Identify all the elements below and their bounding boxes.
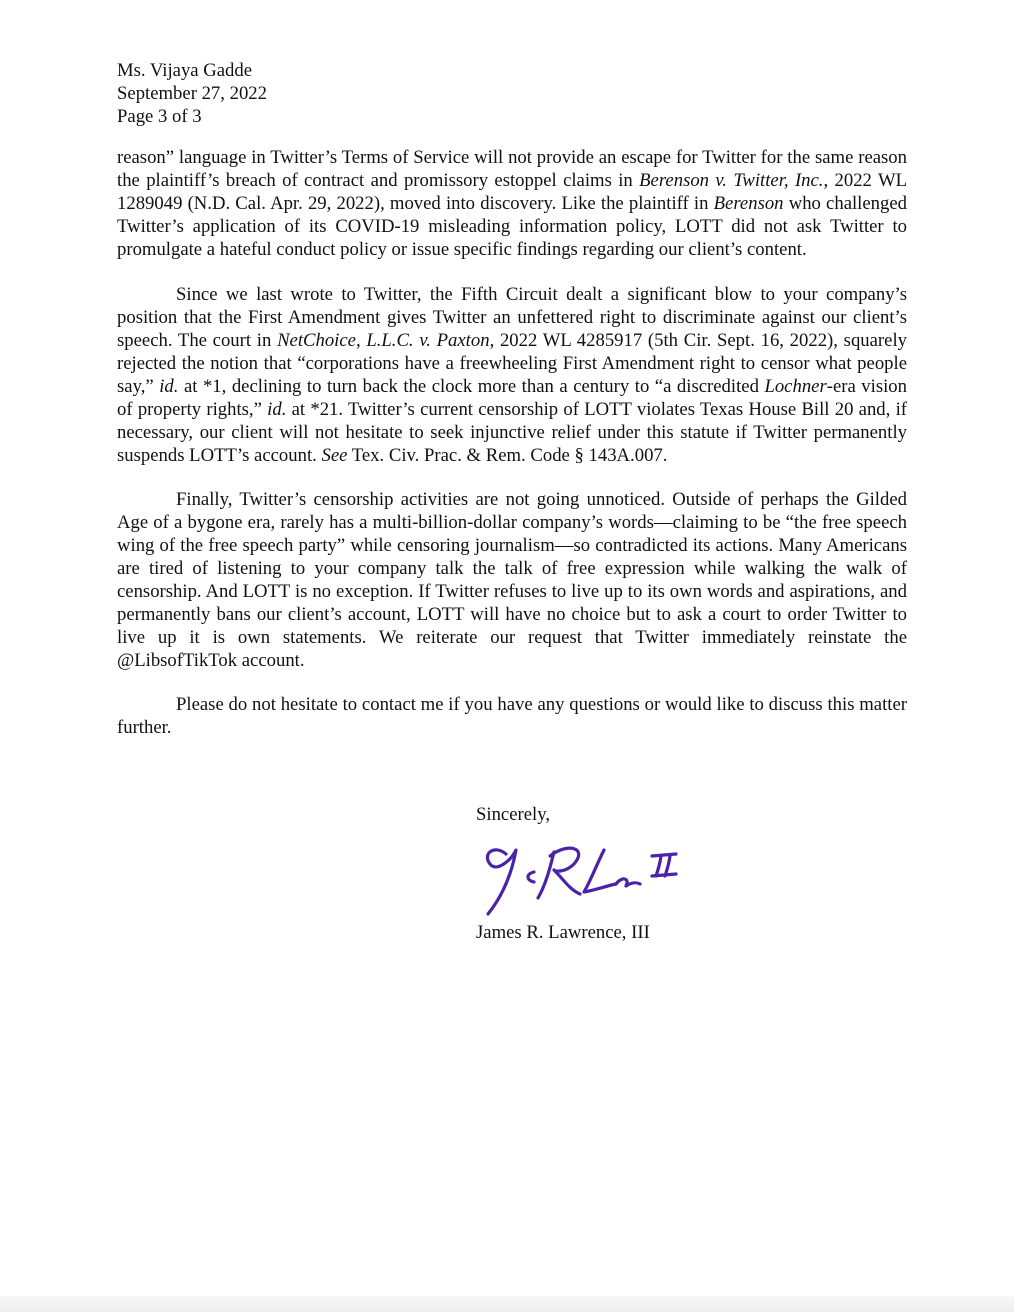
page-number: Page 3 of 3	[117, 106, 202, 127]
italic-text-run: Lochner	[764, 376, 827, 397]
salutation: Sincerely,	[476, 804, 551, 825]
text-run: Since we last wrote to Twitter, the Fifth Circuit dealt a significant blow to your company’s position that the First Amendment gives Twitter an unfettered right to discriminate against our client’s speech. The court in	[117, 284, 907, 351]
signer-name: James R. Lawrence, III	[476, 922, 650, 943]
italic-text-run: id.	[159, 376, 179, 397]
letter-body	[117, 146, 907, 760]
italic-text-run: NetChoice, L.L.C. v. Paxton	[277, 330, 490, 351]
text-run: Please do not hesitate to contact me if you have any questions or would like to discuss this matter further.	[117, 694, 907, 738]
letter-header	[117, 59, 517, 128]
paragraph-3	[117, 488, 907, 672]
paragraph-4	[117, 693, 907, 739]
closing-block	[476, 803, 796, 826]
text-run: Finally, Twitter’s censorship activities are not going unnoticed. Outside of perhaps the Gilded Age of a bygone era, rarely has a multi-billion-dollar company’s words—claiming to be “the free speech wing of the free speech party” while censoring journalism—so contradicted its actions. Many Americans are tired of listening to your company talk the talk of free expression while walking the walk of censorship. And LOTT is no exception. If Twitter refuses to live up to its own words and aspirations, and permanently bans our client’s account, LOTT will have no choice but to ask a court to order Twitter to live up it is own statements. We reiterate our request that Twitter immediately reinstate the @LibsofTikTok account.	[117, 489, 907, 671]
italic-text-run: id.	[267, 399, 287, 420]
paragraph-1	[117, 146, 907, 261]
text-run: at *1, declining to turn back the clock more than a century to “a discredited	[178, 376, 765, 397]
text-run: , 2022 WL 4285917 (5th Cir. Sept. 16, 2022), squarely rejected the notion that “corporations have a freewheeling First Amendment right to censor what people say,”	[117, 330, 907, 397]
text-run: who challenged Twitter’s application of its COVID-19 misleading information policy, LOTT did not ask Twitter to promulgate a hateful conduct policy or issue specific findings regarding our client’s content.	[117, 193, 907, 260]
text-run: reason” language in Twitter’s Terms of Service will not provide an escape for Twitter for the same reason the plaintiff’s breach of contract and promissory estoppel claims in	[117, 147, 907, 191]
text-run: -era vision of property rights,”	[117, 376, 907, 420]
italic-text-run: Berenson v. Twitter, Inc.	[639, 170, 824, 191]
text-run: Tex. Civ. Prac. & Rem. Code § 143A.007.	[347, 445, 668, 466]
handwritten-signature	[476, 832, 706, 922]
text-run: at *21. Twitter’s current censorship of LOTT violates Texas House Bill 20 and, if necessary, our client will not hesitate to seek injunctive relief under this statute if Twitter permanently suspends LOTT’s account.	[117, 399, 907, 466]
letter-date: September 27, 2022	[117, 83, 267, 104]
italic-text-run: Berenson	[713, 193, 784, 214]
page-bottom-edge	[0, 1296, 1014, 1312]
text-run: , 2022 WL 1289049 (N.D. Cal. Apr. 29, 2022), moved into discovery. Like the plaintiff in	[117, 170, 907, 214]
recipient-name: Ms. Vijaya Gadde	[117, 60, 253, 81]
italic-text-run: See	[321, 445, 348, 466]
paragraph-2	[117, 283, 907, 467]
